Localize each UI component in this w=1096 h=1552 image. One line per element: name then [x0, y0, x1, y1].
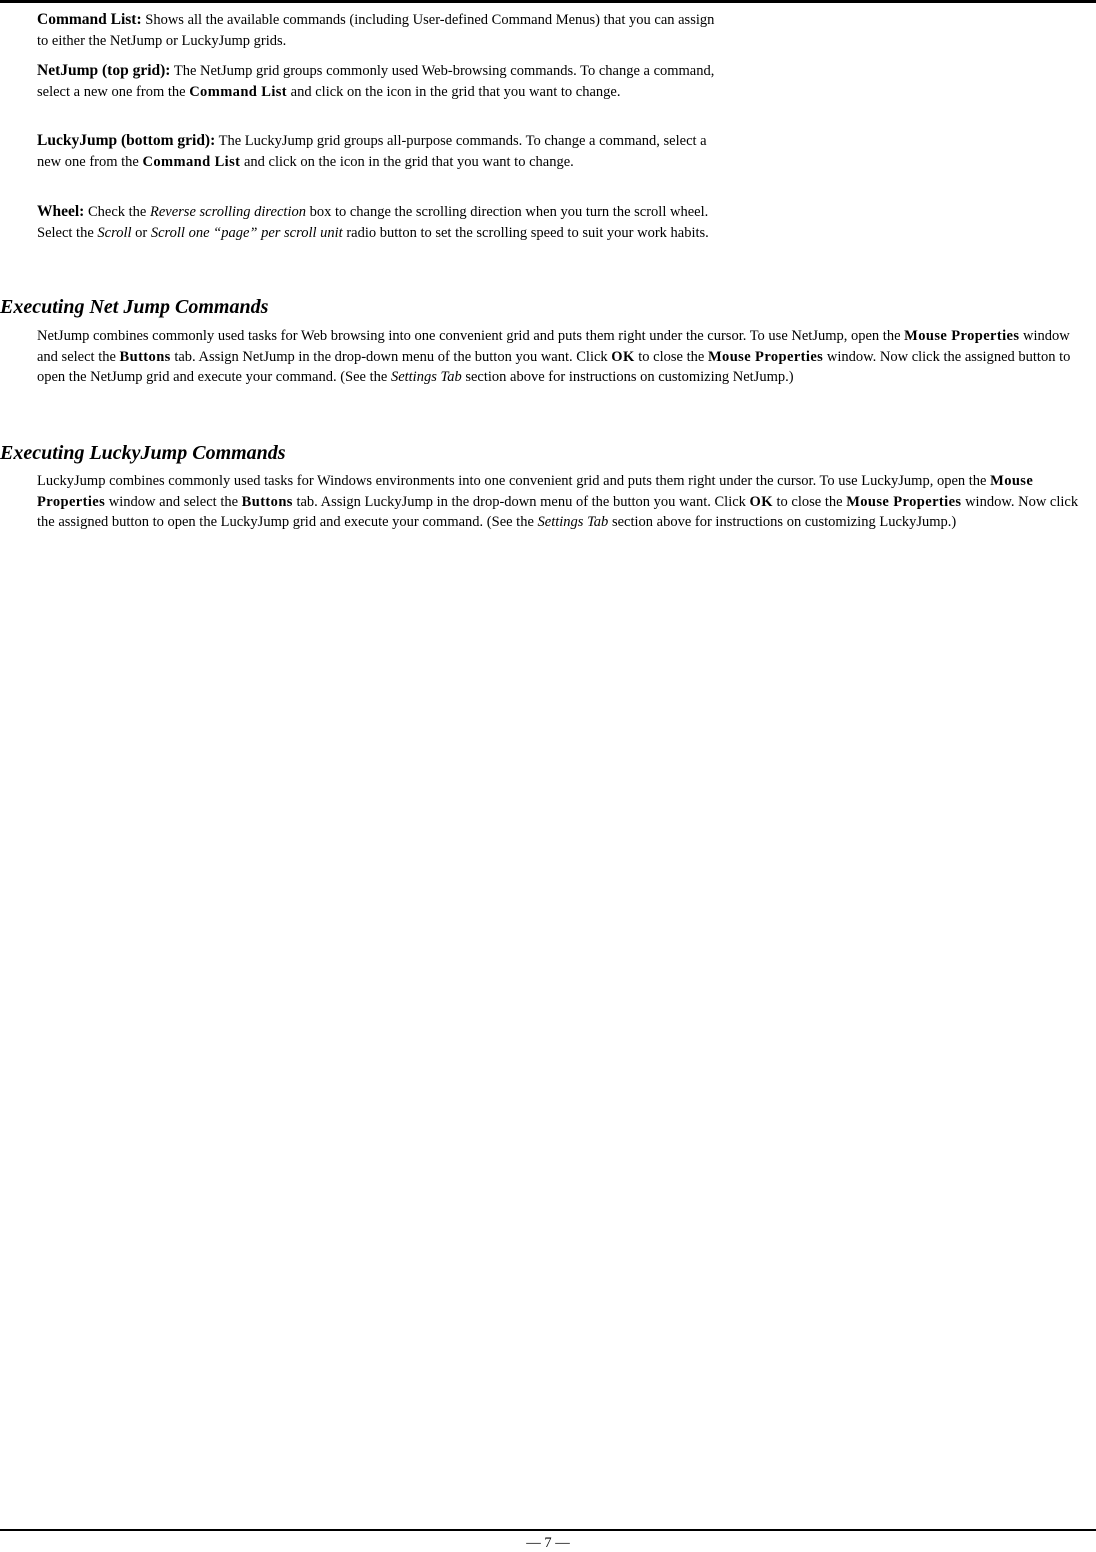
- body-text: NetJump combines commonly used tasks for Web browsing into one convenient grid and puts them right under the cursor. To use NetJump, open the: [37, 328, 905, 344]
- definition-text: and click on the icon in the grid that you want to change.: [240, 153, 574, 170]
- ui-term-ok: OK: [611, 348, 635, 365]
- body-text: window and select the: [37, 328, 1070, 365]
- body-text: window and select the: [105, 493, 242, 510]
- definition-wheel: [37, 202, 727, 243]
- definition-term: NetJump (top grid):: [37, 62, 171, 79]
- definition-term: Command List:: [37, 11, 142, 28]
- definition-text: The NetJump grid groups commonly used Web-browsing commands. To change a command, select a new one from the: [37, 63, 715, 100]
- ref-settings-tab: Settings Tab: [390, 369, 462, 385]
- body-text: tab. Assign NetJump in the drop-down menu of the button you want. Click: [170, 348, 612, 365]
- definition-netjump: [37, 61, 727, 102]
- definition-text: or: [131, 224, 151, 241]
- definition-term: LuckyJump (bottom grid):: [37, 132, 216, 149]
- option-scroll-page: Scroll one “page” per scroll unit: [150, 224, 343, 241]
- ui-term-command-list: Command List: [189, 83, 288, 100]
- section-body-luckyjump: [37, 471, 1087, 533]
- ref-settings-tab: Settings Tab: [537, 514, 609, 530]
- ui-term-ok: OK: [749, 493, 773, 510]
- definition-text: Shows all the available commands (including User-defined Command Menus) that you can assign to either the NetJump or LuckyJump grids.: [37, 12, 715, 49]
- footer-rule: [0, 1529, 1096, 1531]
- body-text: window. Now click the assigned button to open the NetJump grid and execute your command. (See the: [37, 348, 1071, 385]
- ui-term-buttons: Buttons: [241, 493, 293, 510]
- section-body-netjump: [37, 326, 1087, 388]
- section-heading-luckyjump: Executing LuckyJump Commands: [0, 442, 286, 464]
- definition-text: box to change the scrolling direction when you turn the scroll wheel. Select the: [37, 204, 709, 241]
- definition-command-list: [37, 10, 727, 51]
- definition-text: The LuckyJump grid groups all-purpose commands. To change a command, select a new one from the: [37, 133, 707, 170]
- definition-term: Wheel:: [37, 203, 85, 220]
- body-text: window. Now click the assigned button to open the LuckyJump grid and execute your command. (See the: [37, 493, 1079, 530]
- definition-text: radio button to set the scrolling speed to suit your work habits.: [342, 224, 709, 241]
- ui-term-buttons: Buttons: [119, 348, 171, 365]
- body-text: section above for instructions on customizing NetJump.): [461, 369, 794, 385]
- definition-text: Check the: [87, 204, 150, 220]
- ui-term-command-list: Command List: [142, 153, 241, 170]
- body-text: to close the: [634, 348, 708, 365]
- ui-term-mouse-properties: Mouse Properties: [37, 473, 1034, 510]
- ui-term-mouse-properties: Mouse Properties: [846, 493, 962, 510]
- body-text: tab. Assign LuckyJump in the drop-down menu of the button you want. Click: [292, 493, 750, 510]
- body-text: section above for instructions on customizing LuckyJump.): [608, 514, 957, 530]
- definition-text: and click on the icon in the grid that you want to change.: [287, 83, 621, 100]
- section-heading-netjump: Executing Net Jump Commands: [0, 296, 269, 318]
- body-text: LuckyJump combines commonly used tasks for Windows environments into one convenient grid and puts them right under the cursor. To use LuckyJump, open the: [37, 473, 991, 489]
- option-scroll: Scroll: [97, 224, 132, 241]
- body-text: to close the: [772, 493, 847, 510]
- page-number: — 7 —: [526, 1535, 570, 1551]
- option-reverse-scrolling: Reverse scrolling direction: [150, 204, 306, 220]
- top-rule: [0, 0, 1096, 3]
- definition-luckyjump: [37, 131, 727, 172]
- ui-term-mouse-properties: Mouse Properties: [904, 328, 1020, 344]
- ui-term-mouse-properties: Mouse Properties: [707, 348, 824, 365]
